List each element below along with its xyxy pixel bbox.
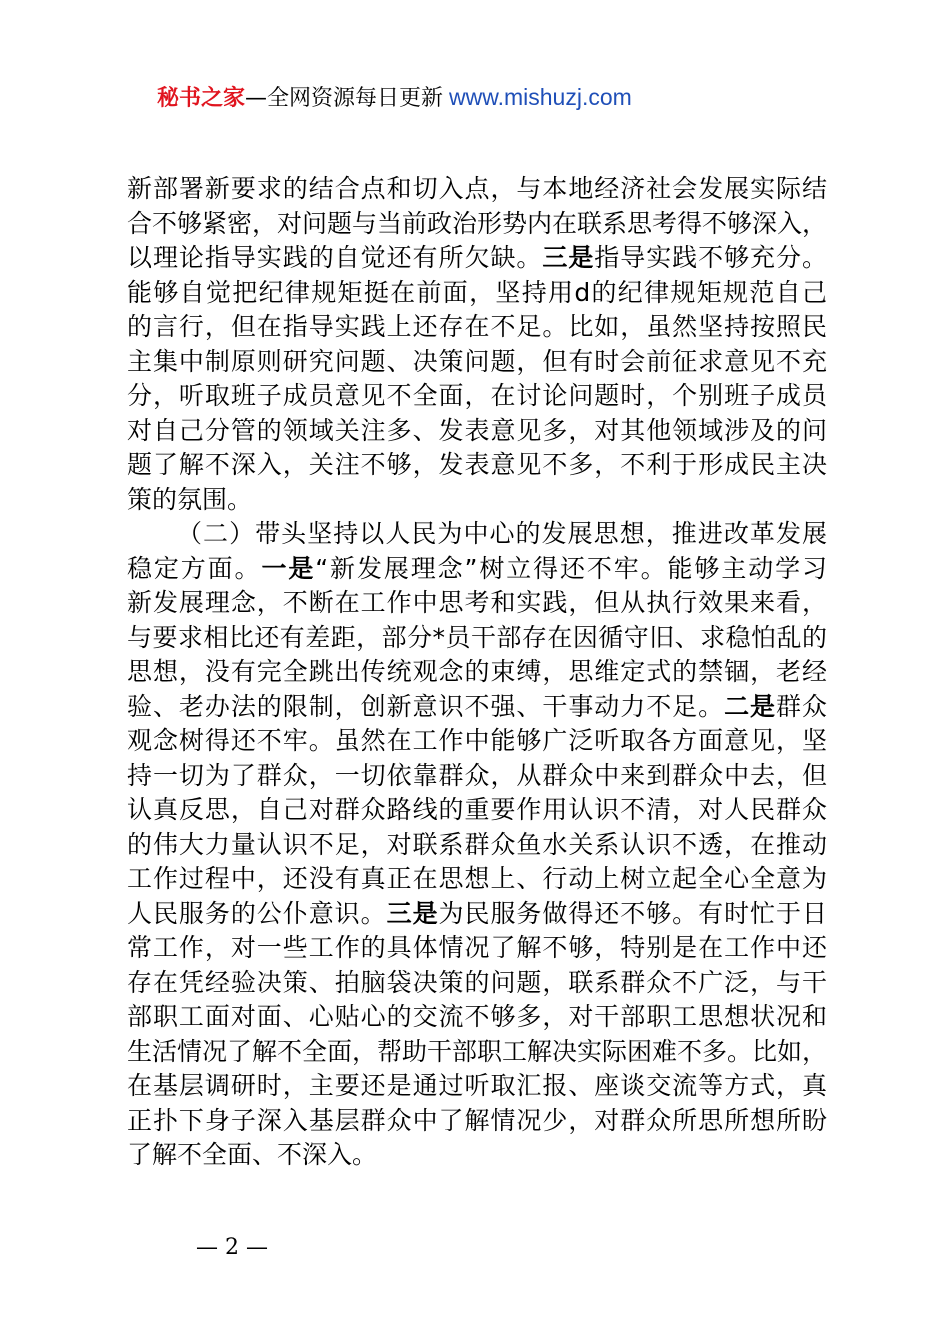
text-line: 观念树得还不牢。虽然在工作中能够广泛听取各方面意见，坚: [127, 726, 827, 755]
text-line: 新部署新要求的结合点和切入点，与本地经济社会发展实际结: [127, 174, 827, 203]
text-line: 工作过程中，还没有真正在思想上、行动上树立起全心全意为: [127, 864, 827, 893]
text-line: 策的氛围。: [127, 484, 253, 514]
site-url[interactable]: www.mishuzj.com: [449, 84, 632, 110]
emphasis-label: 二是: [724, 691, 776, 721]
text-line: 存在凭经验决策、拍脑袋决策的问题，联系群众不广泛，与干: [127, 967, 827, 997]
text-line: 部职工面对面、心贴心的交流不够多，对干部职工思想状况和: [127, 1002, 827, 1031]
text-line: 对自己分管的领域关注多、发表意见多，对其他领域涉及的问: [127, 415, 827, 445]
text-line: 思想，没有完全跳出传统观念的束缚，思维定式的禁锢，老经: [127, 657, 827, 686]
text-line: 的伟大力量认识不足，对联系群众鱼水关系认识不透，在推动: [127, 829, 827, 859]
text-line: 验、老办法的限制，创新意识不强、干事动力不足。二是群众: [127, 691, 827, 721]
text-line: 以理论指导实践的自觉还有所欠缺。三是指导实践不够充分。: [127, 243, 827, 272]
page-number: — 2 —: [196, 1235, 268, 1260]
text-line: 题了解不深入，关注不够，发表意见不多，不利于形成民主决: [127, 450, 827, 479]
brand-name: 秘书之家: [157, 86, 246, 111]
section-heading-line: （二）带头坚持以人民为中心的发展思想，推进改革发展: [177, 519, 827, 548]
emphasis-label: 一是: [261, 553, 316, 583]
text-line: 能够自觉把纪律规矩挺在前面，坚持用d的纪律规矩规范自己: [127, 277, 827, 307]
text-line: 与要求相比还有差距，部分*员干部存在因循守旧、求稳怕乱的: [127, 622, 827, 652]
text-line: 生活情况了解不全面，帮助干部职工解决实际困难不多。比如，: [127, 1036, 827, 1066]
text-line: 常工作，对一些工作的具体情况了解不够，特别是在工作中还: [127, 933, 827, 962]
emphasis-label: 三是: [542, 243, 595, 272]
text-line: 新发展理念，不断在工作中思考和实践，但从执行效果来看，: [127, 588, 827, 617]
text-line: 了解不全面、不深入。: [127, 1140, 378, 1169]
text-line: 合不够紧密，对问题与当前政治形势内在联系思考得不够深入，: [127, 208, 827, 238]
header-tagline: —全网资源每日更新: [245, 86, 444, 111]
text-line: 正扑下身子深入基层群众中了解情况少，对群众所思所想所盼: [127, 1105, 827, 1135]
text-line: 稳定方面。一是“新发展理念”树立得还不牢。能够主动学习: [127, 553, 827, 583]
text-line: 主集中制原则研究问题、决策问题，但有时会前征求意见不充: [127, 346, 827, 376]
text-line: 持一切为了群众，一切依靠群众，从群众中来到群众中去，但: [127, 760, 827, 790]
text-line: 在基层调研时，主要还是通过听取汇报、座谈交流等方式，真: [127, 1071, 827, 1100]
text-line: 认真反思，自己对群众路线的重要作用认识不清，对人民群众: [127, 795, 827, 824]
text-line: 分，听取班子成员意见不全面，在讨论问题时，个别班子成员: [127, 381, 827, 410]
text-line: 人民服务的公仆意识。三是为民服务做得还不够。有时忙于日: [127, 898, 827, 928]
emphasis-label: 三是: [386, 898, 439, 928]
site-header: [157, 80, 632, 114]
text-line: 的言行，但在指导实践上还存在不足。比如，虽然坚持按照民: [127, 312, 827, 341]
body-text: [127, 172, 827, 1173]
